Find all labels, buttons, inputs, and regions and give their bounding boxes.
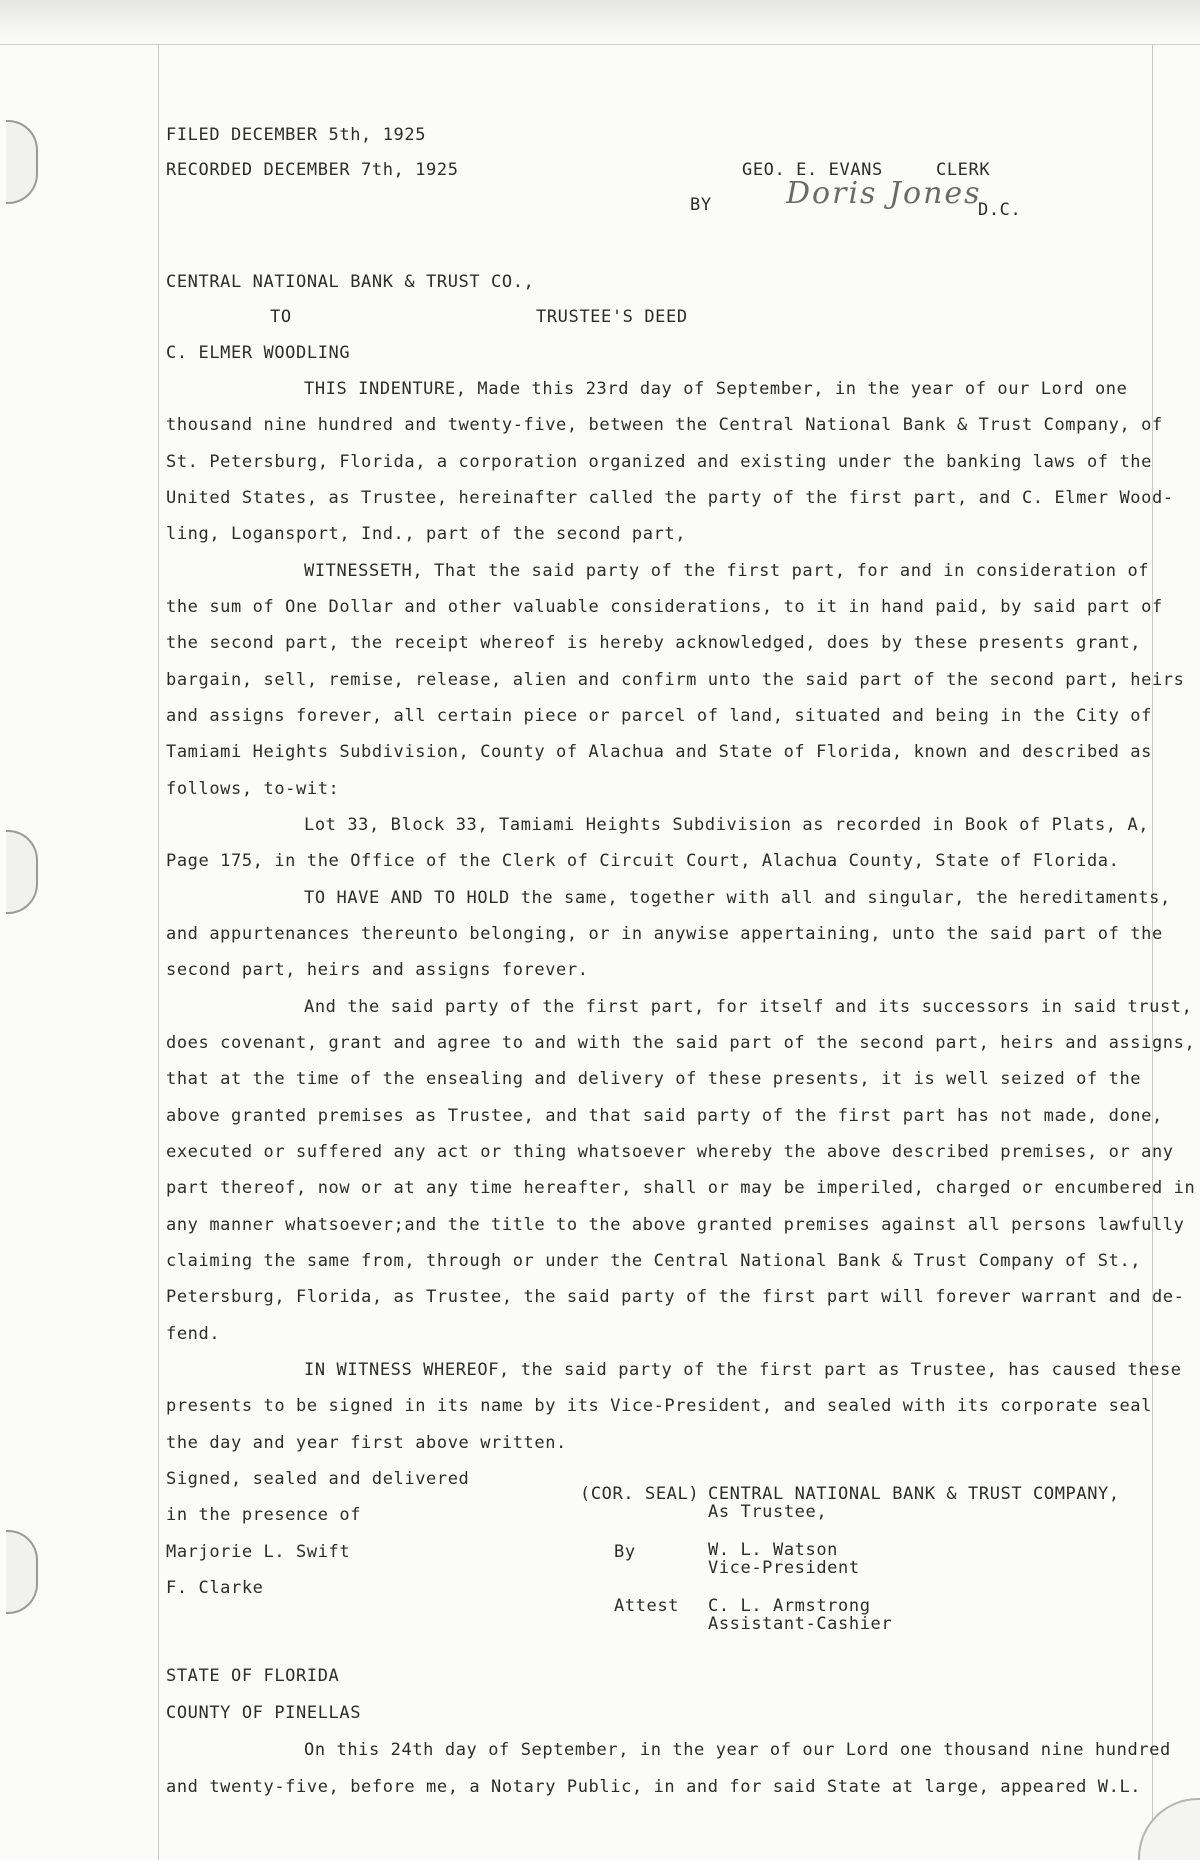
- witness-heading: Signed, sealed and delivered: [166, 1469, 470, 1489]
- body-line: does covenant, grant and agree to and with the said part of the second part, heirs and assigns,: [166, 1033, 1196, 1053]
- company-role: As Trustee,: [708, 1502, 828, 1522]
- body-line: claiming the same from, through or under the Central National Bank & Trust Company of St.,: [166, 1251, 1142, 1271]
- body-line: TO HAVE AND TO HOLD the same, together with all and singular, the hereditaments,: [304, 888, 1171, 908]
- body-line: any manner whatsoever;and the title to the above granted premises against all persons lawfully: [166, 1215, 1185, 1235]
- body-line: the sum of One Dollar and other valuable considerations, to it in hand paid, by said part of: [166, 597, 1163, 617]
- body-line: United States, as Trustee, hereinafter called the party of the first part, and C. Elmer Wood-: [166, 488, 1174, 508]
- body-line: IN WITNESS WHEREOF, the said party of the first part as Trustee, has caused these: [304, 1360, 1182, 1380]
- body-line: executed or suffered any act or thing whatsoever whereby the above described premises, or any: [166, 1142, 1174, 1162]
- company-name: CENTRAL NATIONAL BANK & TRUST COMPANY,: [708, 1484, 1120, 1504]
- grantor-name: CENTRAL NATIONAL BANK & TRUST CO.,: [166, 272, 535, 292]
- body-line: above granted premises as Trustee, and that said party of the first part has not made, done,: [166, 1106, 1163, 1126]
- body-line: and appurtenances thereunto belonging, or in anywise appertaining, unto the said part of the: [166, 924, 1163, 944]
- by-label: By: [614, 1542, 636, 1562]
- left-margin-rule: [158, 44, 159, 1860]
- attester-name: C. L. Armstrong: [708, 1596, 871, 1616]
- binder-hole-middle: [6, 830, 38, 914]
- ack-county: COUNTY OF PINELLAS: [166, 1703, 362, 1723]
- body-line: part thereof, now or at any time hereafter, shall or may be imperiled, charged or encumbered in: [166, 1178, 1196, 1198]
- ack-line: On this 24th day of September, in the year of our Lord one thousand nine hundred: [304, 1740, 1171, 1760]
- witness-heading: in the presence of: [166, 1505, 362, 1525]
- attester-title: Assistant-Cashier: [708, 1614, 893, 1634]
- body-line: the second part, the receipt whereof is hereby acknowledged, does by these presents grant,: [166, 633, 1142, 653]
- deputy-clerk-label: D.C.: [978, 200, 1022, 220]
- body-line: fend.: [166, 1324, 221, 1344]
- corporate-seal-label: (COR. SEAL): [580, 1484, 700, 1504]
- body-line: thousand nine hundred and twenty-five, between the Central National Bank & Trust Company, of: [166, 415, 1163, 435]
- to-label: TO: [270, 307, 292, 327]
- page-corner-curl: [1138, 1798, 1200, 1860]
- body-line: that at the time of the ensealing and delivery of these presents, it is well seized of the: [166, 1069, 1142, 1089]
- body-line: Tamiami Heights Subdivision, County of Alachua and State of Florida, known and described as: [166, 742, 1152, 762]
- body-line: Petersburg, Florida, as Trustee, the said party of the first part will forever warrant and de-: [166, 1287, 1185, 1307]
- witness-name: Marjorie L. Swift: [166, 1542, 351, 1562]
- body-line: St. Petersburg, Florida, a corporation organized and existing under the banking laws of the: [166, 452, 1152, 472]
- deputy-clerk-signature: Doris Jones: [786, 176, 982, 211]
- grantee-name: C. ELMER WOODLING: [166, 343, 351, 363]
- signer-name: W. L. Watson: [708, 1540, 839, 1560]
- binder-hole-top: [6, 120, 38, 204]
- body-line: and assigns forever, all certain piece or parcel of land, situated and being in the City of: [166, 706, 1152, 726]
- body-line: the day and year first above written.: [166, 1433, 567, 1453]
- clerk-name: GEO. E. EVANS: [742, 160, 883, 180]
- page-top-edge: [0, 0, 1200, 45]
- by-label: BY: [690, 195, 712, 215]
- binder-hole-bottom: [6, 1530, 38, 1614]
- body-line: And the said party of the first part, for itself and its successors in said trust,: [304, 997, 1193, 1017]
- body-line: ling, Logansport, Ind., part of the second part,: [166, 524, 687, 544]
- body-line: second part, heirs and assigns forever.: [166, 960, 589, 980]
- recorded-date: RECORDED DECEMBER 7th, 1925: [166, 160, 459, 180]
- witness-name: F. Clarke: [166, 1578, 264, 1598]
- body-line: WITNESSETH, That the said party of the first part, for and in consideration of: [304, 561, 1150, 581]
- clerk-title: CLERK: [936, 160, 991, 180]
- ack-line: and twenty-five, before me, a Notary Public, in and for said State at large, appeared W.L.: [166, 1777, 1142, 1797]
- body-line: presents to be signed in its name by its Vice-President, and sealed with its corporate seal: [166, 1396, 1152, 1416]
- right-margin-rule: [1152, 44, 1153, 1860]
- signer-title: Vice-President: [708, 1558, 860, 1578]
- body-line: THIS INDENTURE, Made this 23rd day of September, in the year of our Lord one: [304, 379, 1128, 399]
- legal-description-line: Page 175, in the Office of the Clerk of Circuit Court, Alachua County, State of Florida.: [166, 851, 1120, 871]
- filed-date: FILED DECEMBER 5th, 1925: [166, 125, 427, 145]
- legal-description-line: Lot 33, Block 33, Tamiami Heights Subdivision as recorded in Book of Plats, A,: [304, 815, 1150, 835]
- deed-type: TRUSTEE'S DEED: [536, 307, 688, 327]
- attest-label: Attest: [614, 1596, 680, 1616]
- body-line: bargain, sell, remise, release, alien and confirm unto the said part of the second part, heirs: [166, 670, 1185, 690]
- ack-state: STATE OF FLORIDA: [166, 1666, 340, 1686]
- body-line: follows, to-wit:: [166, 779, 340, 799]
